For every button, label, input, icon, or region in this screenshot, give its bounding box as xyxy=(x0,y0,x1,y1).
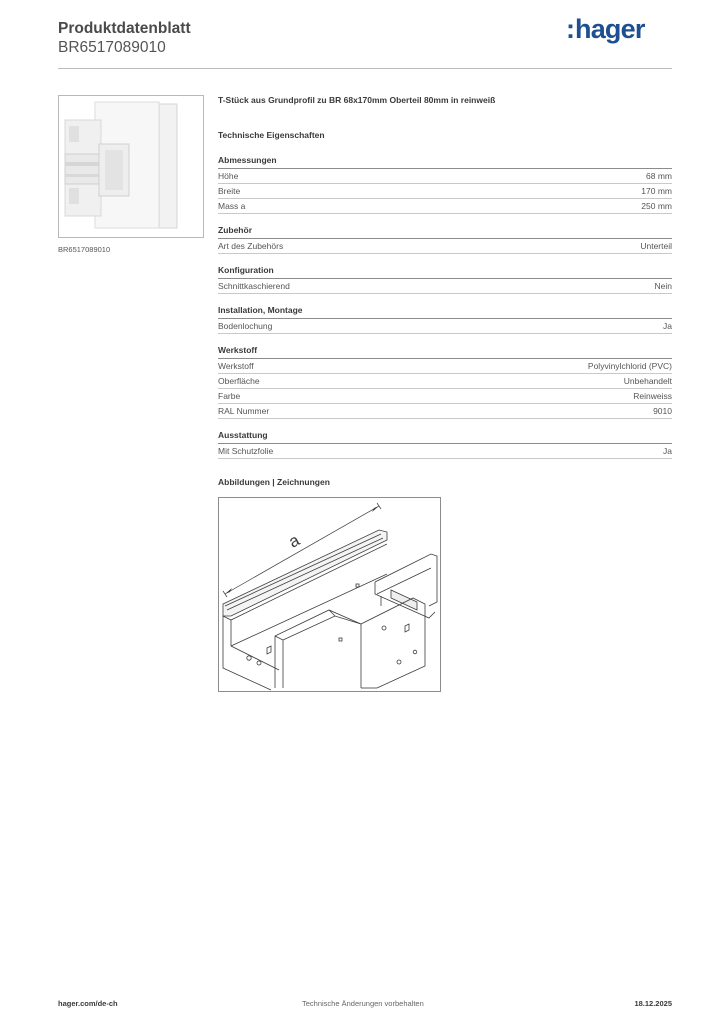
spec-row xyxy=(218,169,672,184)
spec-label: Mit Schutzfolie xyxy=(218,446,274,456)
spec-row xyxy=(218,199,672,214)
header-divider xyxy=(58,68,672,69)
t-piece-drawing xyxy=(219,498,440,691)
footer-date: 18.12.2025 xyxy=(634,999,672,1008)
section-configuration xyxy=(218,265,672,294)
brand-logo-text: hager xyxy=(575,14,645,44)
brand-logo-colon: : xyxy=(566,14,575,44)
footer-notice: Technische Änderungen vorbehalten xyxy=(302,999,424,1008)
section-title: Installation, Montage xyxy=(218,305,672,319)
spec-row xyxy=(218,389,672,404)
spec-value: Ja xyxy=(663,446,672,456)
dimension-label: a xyxy=(285,530,303,552)
spec-label: RAL Nummer xyxy=(218,406,270,416)
spec-value: Unbehandelt xyxy=(623,376,672,386)
section-title: Konfiguration xyxy=(218,265,672,279)
section-installation xyxy=(218,305,672,334)
section-title: Werkstoff xyxy=(218,345,672,359)
section-equipment xyxy=(218,430,672,459)
spec-value: Ja xyxy=(663,321,672,331)
section-title: Abmessungen xyxy=(218,155,672,169)
spec-row xyxy=(218,359,672,374)
technical-drawing xyxy=(218,497,441,692)
spec-label: Farbe xyxy=(218,391,241,401)
section-title: Zubehör xyxy=(218,225,672,239)
spec-row xyxy=(218,444,672,459)
footer-website[interactable]: hager.com/de-ch xyxy=(58,999,118,1008)
spec-label: Mass a xyxy=(218,201,246,211)
spec-row xyxy=(218,374,672,389)
spec-label: Schnittkaschierend xyxy=(218,281,290,291)
product-photo xyxy=(59,96,203,237)
spec-value: Reinweiss xyxy=(633,391,672,401)
section-accessories xyxy=(218,225,672,254)
spec-row xyxy=(218,404,672,419)
spec-value: Polyvinylchlorid (PVC) xyxy=(587,361,672,371)
product-description: T-Stück aus Grundprofil zu BR 68x170mm Oberteil 80mm in reinweiß xyxy=(218,95,496,105)
product-details xyxy=(218,95,672,692)
section-dimensions xyxy=(218,155,672,214)
product-thumbnail xyxy=(58,95,204,238)
spec-value: 250 mm xyxy=(641,201,672,211)
spec-value: 68 mm xyxy=(646,171,672,181)
spec-row xyxy=(218,239,672,254)
spec-label: Bodenlochung xyxy=(218,321,273,331)
spec-row xyxy=(218,279,672,294)
spec-row xyxy=(218,184,672,199)
spec-value: Unterteil xyxy=(640,241,672,251)
page-title: Produktdatenblatt xyxy=(58,20,191,37)
brand-logo[interactable] xyxy=(566,14,645,45)
spec-label: Art des Zubehörs xyxy=(218,241,284,251)
section-title: Ausstattung xyxy=(218,430,672,444)
spec-value: 170 mm xyxy=(641,186,672,196)
spec-value: Nein xyxy=(654,281,672,291)
spec-value: 9010 xyxy=(653,406,672,416)
drawings-heading: Abbildungen | Zeichnungen xyxy=(218,477,330,487)
spec-label: Oberfläche xyxy=(218,376,260,386)
technical-properties-heading: Technische Eigenschaften xyxy=(218,130,325,140)
spec-label: Breite xyxy=(218,186,241,196)
section-material xyxy=(218,345,672,419)
thumbnail-caption: BR6517089010 xyxy=(58,245,111,254)
spec-label: Werkstoff xyxy=(218,361,254,371)
article-number: BR6517089010 xyxy=(58,39,166,56)
spec-row xyxy=(218,319,672,334)
spec-label: Höhe xyxy=(218,171,239,181)
